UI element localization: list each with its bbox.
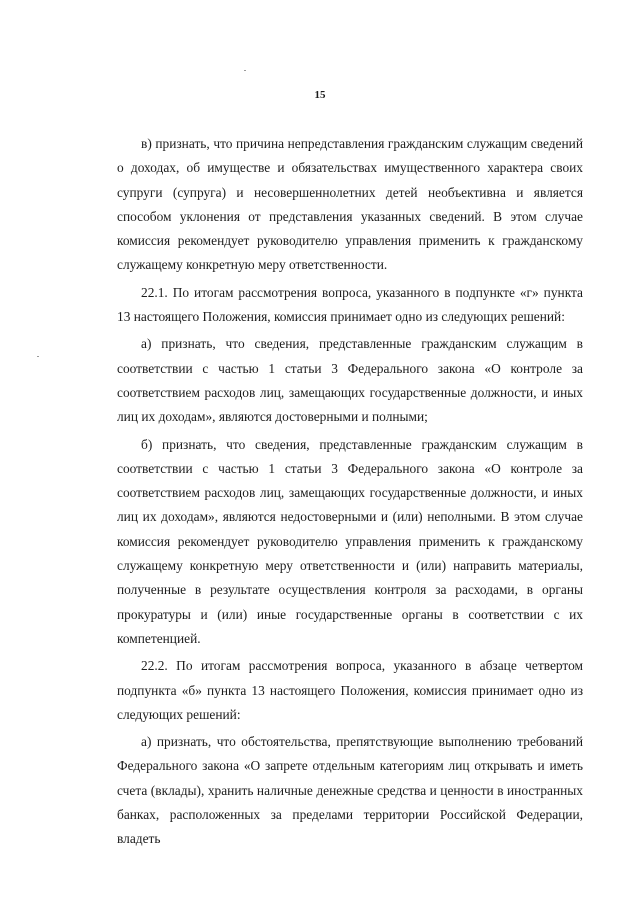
paragraph-22-1-a: а) признать, что сведения, представленные гражданским служащим в соответствии с частью 1 статьи 3 Федерального закона «О контроле за соответствием расходов лиц, замещающих государственные должности, и иных лиц их доходам», являются достоверными и полными; — [117, 336, 583, 425]
paragraph-22-1-b: б) признать, что сведения, представленные гражданским служащим в соответствии с частью 1 статьи 3 Федерального закона «О контроле за соответствием расходов лиц, замещающих государственные должности, и иных лиц их доходам», являются недостоверными и (или) неполными. В этом случае комиссия рекомендует руководителю управления применить к гражданскому служащему конкретную меру ответственности и (или) направить материалы, полученные в результате осуществления контроля за расходами, в органы прокуратуры и (или) иные государственные органы в соответствии с их компетенцией. — [117, 436, 583, 646]
scan-speck — [244, 70, 246, 71]
paragraph-22-2-a: а) признать, что обстоятельства, препятствующие выполнению требований Федерального закона «О запрете отдельным категориям лиц открывать и иметь счета (вклады), хранить наличные денежные средства и ценности в иностранных банках, расположенных за пределами территории Российской Федерации, владеть — [117, 734, 583, 847]
document-body — [117, 132, 583, 855]
scan-speck — [37, 356, 39, 357]
paragraph-22-1: 22.1. По итогам рассмотрения вопроса, указанного в подпункте «г» пункта 13 настоящего Положения, комиссия принимает одно из следующих решений: — [117, 284, 583, 325]
page-number: 15 — [314, 89, 326, 101]
paragraph-22-2: 22.2. По итогам рассмотрения вопроса, указанного в абзаце четвертом подпункта «б» пункта 13 настоящего Положения, комиссия принимает одно из следующих решений: — [117, 658, 583, 722]
paragraph-v: в) признать, что причина непредставления гражданским служащим сведений о доходах, об имуществе и обязательствах имущественного характера своих супруги (супруга) и несовершеннолетних детей необъективна и является способом уклонения от представления указанных сведений. В этом случае комиссия рекомендует руководителю управления применить к гражданскому служащему конкретную меру ответственности. — [117, 136, 583, 273]
